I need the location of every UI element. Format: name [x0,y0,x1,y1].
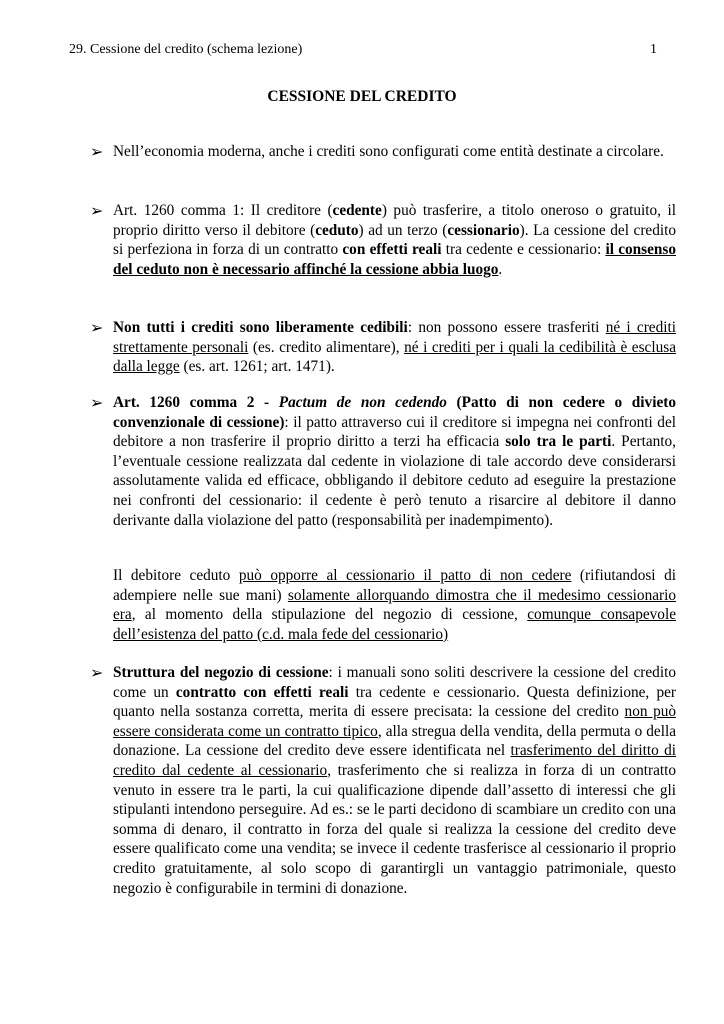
bullet-arrow-icon: ➢ [90,201,104,220]
bullet-arrow-icon: ➢ [90,318,104,337]
page-number: 1 [650,42,657,57]
bullet-arrow-icon: ➢ [90,142,104,161]
paragraph-crediti-cedibili: Non tutti i crediti sono liberamente cedibili: non possono essere trasferiti né i crediti strettamente personali (es. credito alimentare), né i crediti per i quali la cedibilità è esclusa dalla legge (es. art. 1261; art. 1471). [113,319,676,376]
running-title: 29. Cessione del credito (schema lezione) [69,42,303,57]
paragraph-debitore-ceduto: Il debitore ceduto può opporre al cessionario il patto di non cedere (rifiutandosi di adempiere nelle sue mani) solamente allorquando dimostra che il medesimo cessionario era, al momento della stipulazione del negozio di cessione, comunque consapevole dell’esistenza del patto (c.d. mala fede del cessionario) [113,567,676,643]
bullet-arrow-icon: ➢ [90,663,104,682]
paragraph-struttura-negozio: Struttura del negozio di cessione: i manuali sono soliti descrivere la cessione del credito come un contratto con effetti reali tra cedente e cessionario. Questa definizione, per quanto nella sostanza corretta, merita di essere precisata: la cessione del credito non può essere considerata come un contratto tipico, alla stregua della vendita, della permuta o della donazione. La cessione del credito deve essere identificata nel trasferimento del diritto di credito dal cedente al cessionario, trasferimento che si realizza in forza di un contratto venuto in essere tra le parti, la cui qualificazione dipende dall’assetto di interessi che gli stipulanti intendono perseguire. Ad es.: se le parti decidono di scambiare un credito con una somma di denaro, il contratto in forza del quale si realizza la cessione del credito deve essere qualificato come una vendita; se invece il cedente trasferisce al cessionario il proprio credito gratuitamente, al solo scopo di garantirgli un vantaggio patrimoniale, questo negozio è configurabile in termini di donazione. [113,664,677,897]
paragraph-art-1260-comma-1: Art. 1260 comma 1: Il creditore (cedente) può trasferire, a titolo oneroso o gratuito, il proprio diritto verso il debitore (ceduto) ad un terzo (cessionario). La cessione del credito si perfeziona in forza di un contratto con effetti reali tra cedente e cessionario: il consenso del ceduto non è necessario affinché la cessione abbia luogo. [113,202,677,278]
page-header [69,42,657,58]
bullet-arrow-icon: ➢ [90,393,104,412]
paragraph-economia: Nell’economia moderna, anche i crediti sono configurati come entità destinate a circolare. [113,143,664,160]
paragraph-pactum-de-non-cedendo: Art. 1260 comma 2 - Pactum de non cedendo (Patto di non cedere o divieto convenzionale di cessione): il patto attraverso cui il creditore si impegna nei confronti del debitore a non trasferire il proprio diritto a terzi ha efficacia solo tra le parti. Pertanto, l’eventuale cessione realizzata dal cedente in violazione di tale accordo deve considerarsi assolutamente valida ed efficace, obbligando il debitore ceduto ad eseguire la prestazione nei confronti del cessionario: il cedente è però tenuto a risarcire al debitore il danno derivante dalla violazione del patto (responsabilità per inadempimento). [113,394,676,529]
document-title: CESSIONE DEL CREDITO [267,88,457,105]
